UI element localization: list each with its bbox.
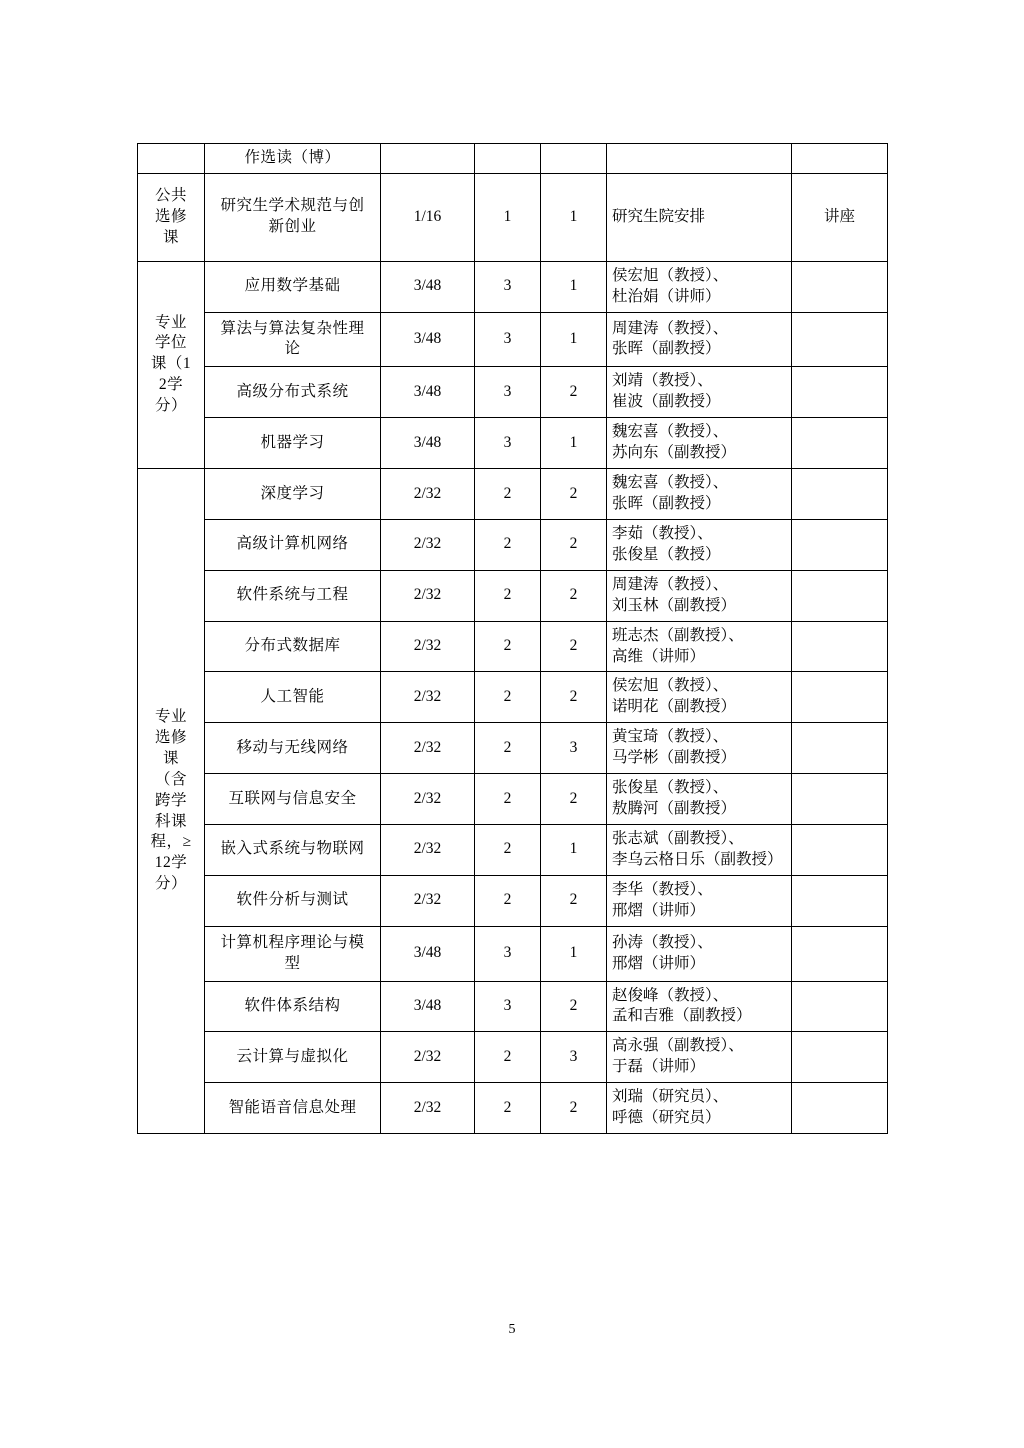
credit-cell: 2 — [475, 1083, 541, 1134]
teacher-line: 张晖（副教授） — [612, 494, 721, 512]
teacher-line: 高永强（副教授）、 — [612, 1037, 744, 1055]
term-cell: 2 — [541, 981, 607, 1032]
term-cell: 2 — [541, 519, 607, 570]
teacher-line: 张俊星（教授） — [612, 545, 721, 563]
teacher-line: 班志杰（副教授）、 — [612, 626, 744, 644]
hours-cell: 3/48 — [381, 981, 475, 1032]
teacher-cell — [607, 173, 792, 261]
term-cell: 3 — [541, 723, 607, 774]
note-cell — [792, 981, 888, 1032]
teacher-line: 崔波（副教授） — [612, 393, 721, 411]
course-name-cell: 移动与无线网络 — [205, 723, 381, 774]
teacher-line: 呼德（研究员） — [612, 1109, 721, 1127]
note-cell — [792, 824, 888, 875]
credit-cell: 2 — [475, 570, 541, 621]
note-cell — [792, 367, 888, 418]
course-name-cell: 高级计算机网络 — [205, 519, 381, 570]
note-cell — [792, 1032, 888, 1083]
table-row — [138, 672, 888, 723]
term-cell: 1 — [541, 173, 607, 261]
note-cell — [792, 261, 888, 312]
course-name-cell: 应用数学基础 — [205, 261, 381, 312]
note-cell — [792, 519, 888, 570]
term-cell: 2 — [541, 367, 607, 418]
teacher-cell — [607, 926, 792, 981]
credit-cell: 2 — [475, 1032, 541, 1083]
teacher-cell — [607, 1032, 792, 1083]
hours-cell: 2/32 — [381, 774, 475, 825]
note-cell — [792, 672, 888, 723]
teacher-line: 刘玉林（副教授） — [612, 596, 737, 614]
table-row — [138, 261, 888, 312]
term-cell: 2 — [541, 621, 607, 672]
credit-cell: 2 — [475, 774, 541, 825]
category-cell — [138, 144, 205, 174]
course-name-cell: 分布式数据库 — [205, 621, 381, 672]
credit-cell: 2 — [475, 519, 541, 570]
teacher-line: 刘靖（教授）、 — [612, 372, 713, 390]
course-name-cell: 软件系统与工程 — [205, 570, 381, 621]
teacher-line: 张志斌（副教授）、 — [612, 829, 744, 847]
teacher-line: 李乌云格日乐（副教授） — [612, 850, 783, 868]
teacher-cell — [607, 312, 792, 367]
course-name-cell: 计算机程序理论与模型 — [205, 926, 381, 981]
table-row — [138, 570, 888, 621]
credit-cell: 3 — [475, 367, 541, 418]
credit-cell: 1 — [475, 173, 541, 261]
teacher-cell — [607, 1083, 792, 1134]
course-name-cell: 软件体系结构 — [205, 981, 381, 1032]
teacher-line: 苏向东（副教授） — [612, 444, 737, 462]
credit-cell: 3 — [475, 926, 541, 981]
note-cell — [792, 570, 888, 621]
table-row — [138, 1032, 888, 1083]
category-cell: 公共选修课 — [138, 173, 205, 261]
teacher-cell — [607, 981, 792, 1032]
term-cell: 2 — [541, 1083, 607, 1134]
hours-cell: 2/32 — [381, 570, 475, 621]
teacher-line: 敖腾河（副教授） — [612, 800, 737, 818]
hours-cell: 2/32 — [381, 621, 475, 672]
table-row — [138, 824, 888, 875]
term-cell: 2 — [541, 672, 607, 723]
teacher-cell — [607, 144, 792, 174]
hours-cell: 3/48 — [381, 261, 475, 312]
table-row — [138, 469, 888, 520]
teacher-line: 于磊（讲师） — [612, 1058, 706, 1076]
teacher-line: 魏宏喜（教授）、 — [612, 474, 729, 492]
hours-cell: 2/32 — [381, 1083, 475, 1134]
teacher-line: 李华（教授）、 — [612, 880, 713, 898]
course-name-cell: 智能语音信息处理 — [205, 1083, 381, 1134]
table-row — [138, 1083, 888, 1134]
teacher-line: 赵俊峰（教授）、 — [612, 986, 729, 1004]
table-row — [138, 926, 888, 981]
hours-cell: 1/16 — [381, 173, 475, 261]
credit-cell: 3 — [475, 981, 541, 1032]
teacher-line: 马学彬（副教授） — [612, 749, 737, 767]
teacher-line: 邢熠（讲师） — [612, 901, 706, 919]
course-name-cell: 高级分布式系统 — [205, 367, 381, 418]
table-row — [138, 312, 888, 367]
table-row — [138, 418, 888, 469]
category-cell: 专业学位课（12学分） — [138, 261, 205, 468]
teacher-line: 邢熠（讲师） — [612, 954, 706, 972]
teacher-cell — [607, 367, 792, 418]
credit-cell: 2 — [475, 723, 541, 774]
credit-cell: 2 — [475, 621, 541, 672]
teacher-line: 张晖（副教授） — [612, 340, 721, 358]
term-cell — [541, 144, 607, 174]
credit-cell: 3 — [475, 418, 541, 469]
teacher-cell — [607, 418, 792, 469]
teacher-cell — [607, 824, 792, 875]
term-cell: 1 — [541, 824, 607, 875]
table-row — [138, 621, 888, 672]
teacher-line: 周建涛（教授）、 — [612, 575, 729, 593]
teacher-cell — [607, 672, 792, 723]
table-row — [138, 144, 888, 174]
credit-cell: 2 — [475, 469, 541, 520]
term-cell: 1 — [541, 926, 607, 981]
course-name-cell: 机器学习 — [205, 418, 381, 469]
course-name-cell: 软件分析与测试 — [205, 875, 381, 926]
term-cell: 2 — [541, 774, 607, 825]
hours-cell: 3/48 — [381, 367, 475, 418]
credit-cell: 2 — [475, 824, 541, 875]
teacher-line: 研究生院安排 — [612, 207, 706, 225]
hours-cell: 3/48 — [381, 926, 475, 981]
hours-cell: 2/32 — [381, 875, 475, 926]
note-cell — [792, 926, 888, 981]
teacher-cell — [607, 875, 792, 926]
table-row — [138, 981, 888, 1032]
course-table — [137, 143, 888, 1134]
hours-cell: 3/48 — [381, 418, 475, 469]
teacher-line: 张俊星（教授）、 — [612, 779, 729, 797]
credit-cell: 3 — [475, 312, 541, 367]
hours-cell — [381, 144, 475, 174]
teacher-cell — [607, 774, 792, 825]
table-row — [138, 774, 888, 825]
teacher-line: 周建涛（教授）、 — [612, 319, 729, 337]
term-cell: 2 — [541, 469, 607, 520]
teacher-cell — [607, 261, 792, 312]
course-name-cell: 作选读（博） — [205, 144, 381, 174]
note-cell — [792, 1083, 888, 1134]
term-cell: 1 — [541, 418, 607, 469]
teacher-line: 黄宝琦（教授）、 — [612, 728, 729, 746]
hours-cell: 2/32 — [381, 672, 475, 723]
credit-cell: 2 — [475, 672, 541, 723]
table-row — [138, 723, 888, 774]
teacher-line: 魏宏喜（教授）、 — [612, 423, 729, 441]
note-cell: 讲座 — [792, 173, 888, 261]
teacher-line: 诺明花（副教授） — [612, 698, 737, 716]
hours-cell: 2/32 — [381, 469, 475, 520]
term-cell: 2 — [541, 875, 607, 926]
credit-cell — [475, 144, 541, 174]
term-cell: 1 — [541, 312, 607, 367]
note-cell — [792, 144, 888, 174]
table-row — [138, 367, 888, 418]
course-table-container — [137, 143, 887, 1134]
course-name-cell: 研究生学术规范与创新创业 — [205, 173, 381, 261]
teacher-cell — [607, 621, 792, 672]
course-name-cell: 互联网与信息安全 — [205, 774, 381, 825]
category-cell: 专业选修课（含跨学科课程，≥12学分） — [138, 469, 205, 1134]
note-cell — [792, 774, 888, 825]
teacher-line: 杜治娟（讲师） — [612, 287, 721, 305]
note-cell — [792, 875, 888, 926]
credit-cell: 2 — [475, 875, 541, 926]
course-name-cell: 云计算与虚拟化 — [205, 1032, 381, 1083]
teacher-line: 高维（讲师） — [612, 647, 706, 665]
hours-cell: 2/32 — [381, 824, 475, 875]
teacher-line: 孙涛（教授）、 — [612, 933, 713, 951]
course-name-cell: 人工智能 — [205, 672, 381, 723]
term-cell: 3 — [541, 1032, 607, 1083]
teacher-line: 李茹（教授）、 — [612, 524, 713, 542]
teacher-line: 侯宏旭（教授）、 — [612, 677, 729, 695]
note-cell — [792, 418, 888, 469]
table-row — [138, 875, 888, 926]
hours-cell: 2/32 — [381, 519, 475, 570]
table-row — [138, 519, 888, 570]
teacher-cell — [607, 723, 792, 774]
table-row — [138, 173, 888, 261]
course-name-cell: 嵌入式系统与物联网 — [205, 824, 381, 875]
hours-cell: 2/32 — [381, 723, 475, 774]
hours-cell: 3/48 — [381, 312, 475, 367]
term-cell: 2 — [541, 570, 607, 621]
course-name-cell: 深度学习 — [205, 469, 381, 520]
teacher-cell — [607, 469, 792, 520]
note-cell — [792, 469, 888, 520]
note-cell — [792, 621, 888, 672]
term-cell: 1 — [541, 261, 607, 312]
note-cell — [792, 723, 888, 774]
teacher-cell — [607, 570, 792, 621]
teacher-line: 刘瑞（研究员）、 — [612, 1088, 729, 1106]
hours-cell: 2/32 — [381, 1032, 475, 1083]
page-number: 5 — [508, 1322, 516, 1337]
note-cell — [792, 312, 888, 367]
teacher-line: 孟和吉雅（副教授） — [612, 1007, 752, 1025]
teacher-cell — [607, 519, 792, 570]
course-name-cell: 算法与算法复杂性理论 — [205, 312, 381, 367]
credit-cell: 3 — [475, 261, 541, 312]
teacher-line: 侯宏旭（教授）、 — [612, 266, 729, 284]
